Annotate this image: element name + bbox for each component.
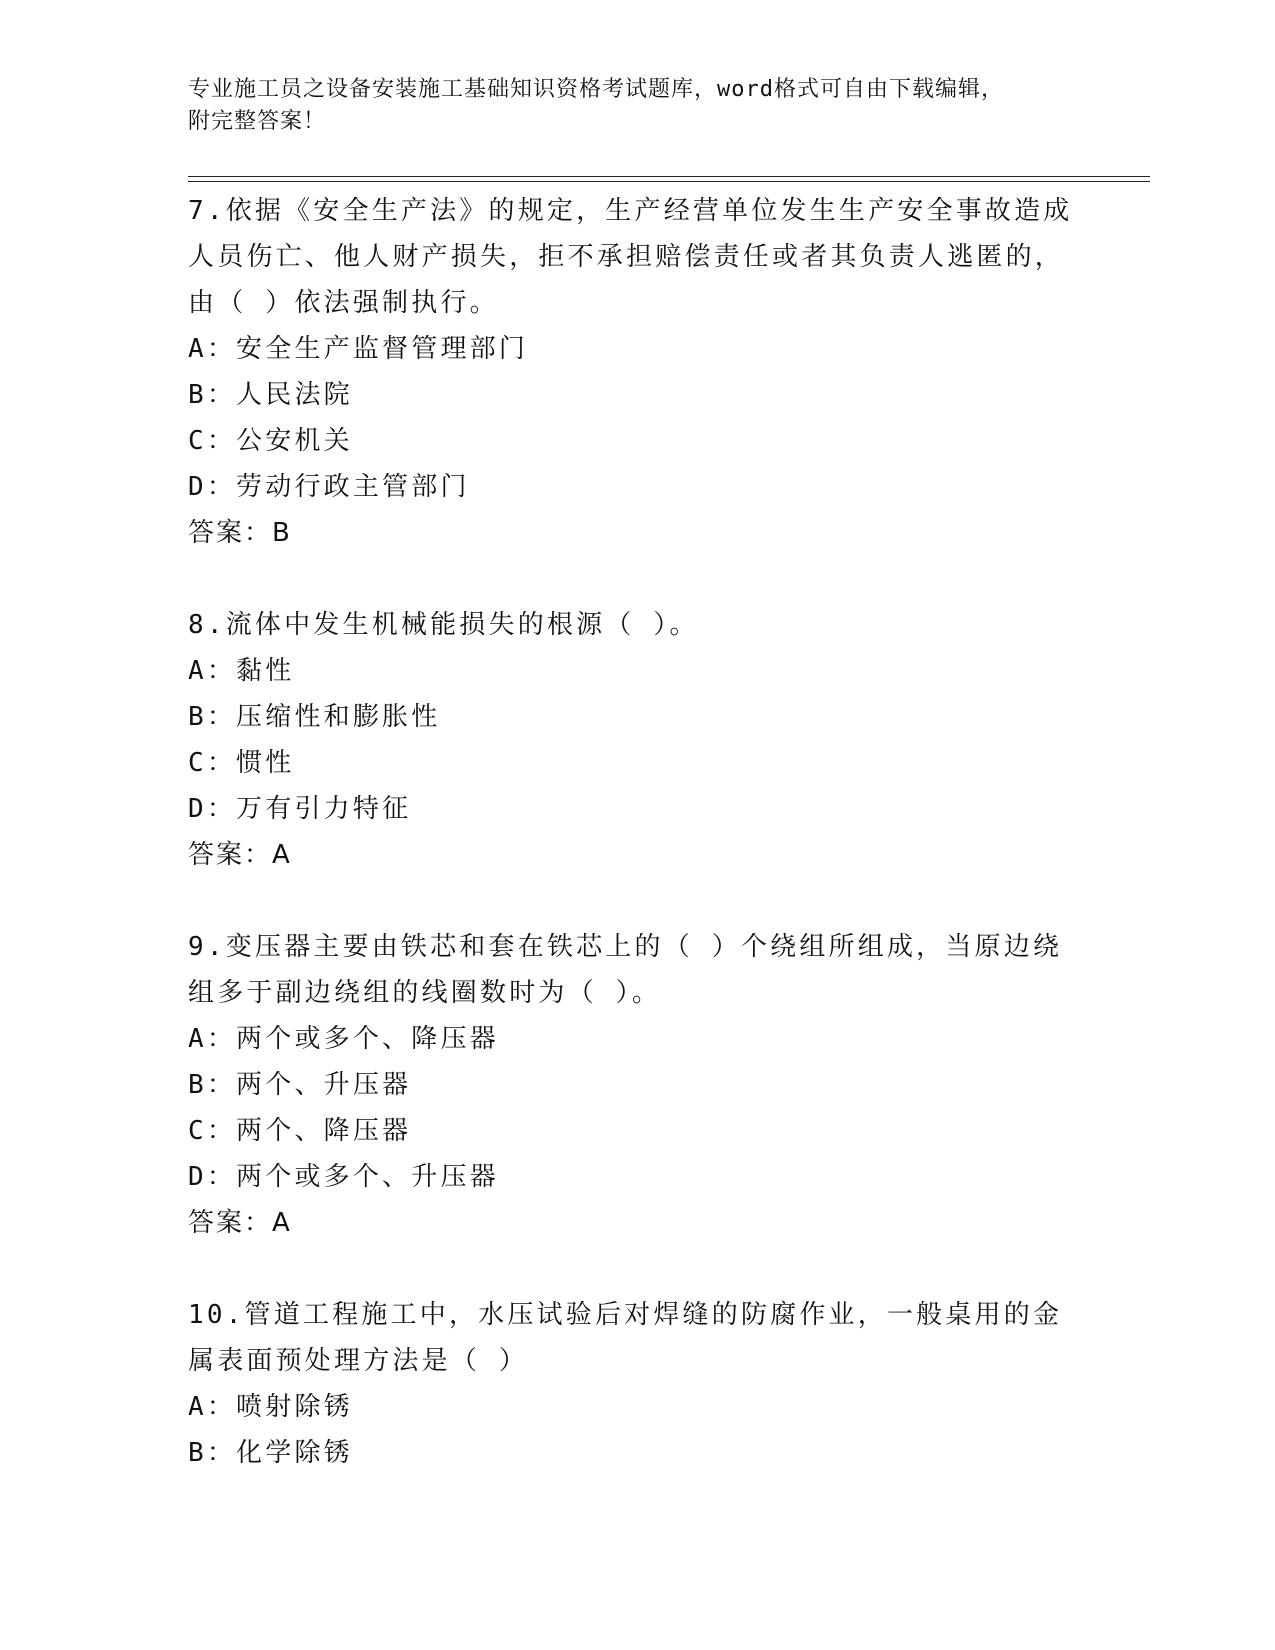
question-text: 7.依据《安全生产法》的规定，生产经营单位发生生产安全事故造成人员伤亡、他人财产损失，拒不承担赔偿责任或者其负责人逃匿的，由（ ）依法强制执行。	[188, 196, 1073, 318]
spacer	[188, 878, 1088, 924]
spacer	[188, 1246, 1088, 1292]
question-text: 8.流体中发生机械能损失的根源（ ）。	[188, 610, 699, 640]
option-b: B：两个、升压器	[188, 1070, 412, 1100]
question-10	[188, 1292, 1088, 1476]
option-c: C：公安机关	[188, 426, 353, 456]
option-b: B：化学除锈	[188, 1438, 353, 1468]
option-b: B：人民法院	[188, 380, 353, 410]
question-7	[188, 188, 1088, 556]
option-a: A：黏性	[188, 656, 295, 686]
option-a: A：安全生产监督管理部门	[188, 334, 529, 364]
header-divider-top	[188, 176, 1150, 177]
header-line-2: 附完整答案！	[188, 109, 327, 134]
header-divider-bottom	[188, 181, 1150, 182]
question-text: 10.管道工程施工中，水压试验后对焊缝的防腐作业，一般桌用的金属表面预处理方法是（ ）	[188, 1300, 1063, 1376]
option-b: B：压缩性和膨胀性	[188, 702, 441, 732]
question-9	[188, 924, 1088, 1246]
question-text: 9.变压器主要由铁芯和套在铁芯上的（ ）个绕组所组成，当原边绕组多于副边绕组的线圈数时为（ ）。	[188, 932, 1063, 1008]
option-c: C：惯性	[188, 748, 295, 778]
spacer	[188, 556, 1088, 602]
answer-line: 答案：B	[188, 518, 292, 548]
header-line-1: 专业施工员之设备安装施工基础知识资格考试题库，word格式可自由下载编辑，	[188, 77, 1004, 102]
option-a: A：喷射除锈	[188, 1392, 353, 1422]
document-header	[188, 74, 1068, 138]
answer-line: 答案：A	[188, 1208, 292, 1238]
option-d: D：劳动行政主管部门	[188, 472, 470, 502]
option-a: A：两个或多个、降压器	[188, 1024, 499, 1054]
question-list	[188, 188, 1088, 1476]
option-c: C：两个、降压器	[188, 1116, 412, 1146]
answer-line: 答案：A	[188, 840, 292, 870]
option-d: D：万有引力特征	[188, 794, 412, 824]
option-d: D：两个或多个、升压器	[188, 1162, 499, 1192]
question-8	[188, 602, 1088, 878]
